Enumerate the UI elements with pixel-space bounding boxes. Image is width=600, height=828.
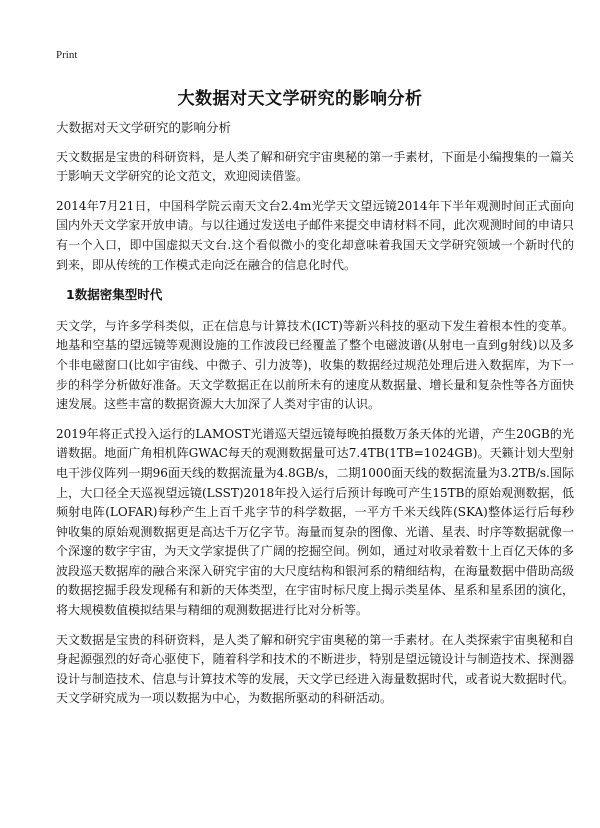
section1-paragraph-1: 天文学，与许多学科类似，正在信息与计算技术(ICT)等新兴科技的驱动下发生着根本性的变革。地基和空基的望远镜等观测设施的工作波段已经覆盖了整个电磁波谱(从射电一直到g射线)以及多个非电磁窗口(比如宇宙线、中微子、引力波等)，收集的数据经过规范处理后进入数据库，为下一步的科学分析做好准备。天文学数据正在以前所未有的速度从数据量、增长量和复杂性等各方面快速发展。这些丰富的数据资源大大加深了人类对宇宙的认识。 <box>56 318 574 412</box>
article-subtitle: 大数据对天文学研究的影响分析 <box>56 120 232 135</box>
print-label: Print <box>56 49 78 61</box>
page-title: 大数据对天文学研究的影响分析 <box>177 89 423 109</box>
section-heading: 1数据密集型时代 <box>66 287 163 303</box>
paragraph-2014: 2014年7月21日，中国科学院云南天文台2.4m光学天文望远镜2014年下半年观测时间正式面向国内外天文学家开放申请。与以往通过发送电子邮件来提交申请材料不同，此次观测时间的申请只有一个入口，即中国虚拟天文台.这个看似微小的变化却意味着我国天文学研究领域一个新时代的到来，即从传统的工作模式走向泛在融合的信息化时代。 <box>56 198 574 272</box>
intro-paragraph: 天文数据是宝贵的科研资料，是人类了解和研究宇宙奥秘的第一手素材，下面是小编搜集的一篇关于影响天文学研究的论文范文，欢迎阅读借鉴。 <box>56 149 574 184</box>
section1-paragraph-2: 2019年将正式投入运行的LAMOST光谱巡天望远镜每晚拍摄数万条天体的光谱，产生20GB的光谱数据。地面广角相机阵GWAC每天的观测数据量可达7.4TB(1TB=1024GB)。天籁计划大型射电干涉仪阵列一期96面天线的数据流量为4.8GB/s，二期1000面天线的数据流量为3.2TB/s.国际上，大口径全天巡视望远镜(LSST)2018年投入运行后预计每晚可产生15TB的原始观测数据，低频射电阵(LOFAR)每秒产生上百千兆字节的科学数据，一平方千米天线阵(SKA)整体运行后每秒钟收集的原始观测数据更是高达千万亿字节。海量而复杂的图像、光谱、星表、时序等数据就像一个深邃的数字宇宙，为天文学家提供了广阔的挖掘空间。例如，通过对收录着数十上百亿天体的多波段巡天数据库的融合来深入研究宇宙的大尺度结构和银河系的精细结构，在海量数据中借助高级的数据挖掘手段发现稀有和新的天体类型，在宇宙时标尺度上揭示类星体、星系和星系团的演化，将大规模数值模拟结果与精细的观测数据进行比对分析等。 <box>56 426 574 618</box>
article-body <box>56 118 574 719</box>
section1-paragraph-3: 天文数据是宝贵的科研资料，是人类了解和研究宇宙奥秘的第一手素材。在人类探索宇宙奥秘和自身起源强烈的好奇心驱使下，随着科学和技术的不断进步，特别是望远镜设计与制造技术、探测器设计与制造技术、信息与计算技术等的发展，天文学已经进入海量数据时代，或者说大数据时代。天文学研究成为一项以数据为中心，为数据所驱动的科研活动。 <box>56 632 574 706</box>
